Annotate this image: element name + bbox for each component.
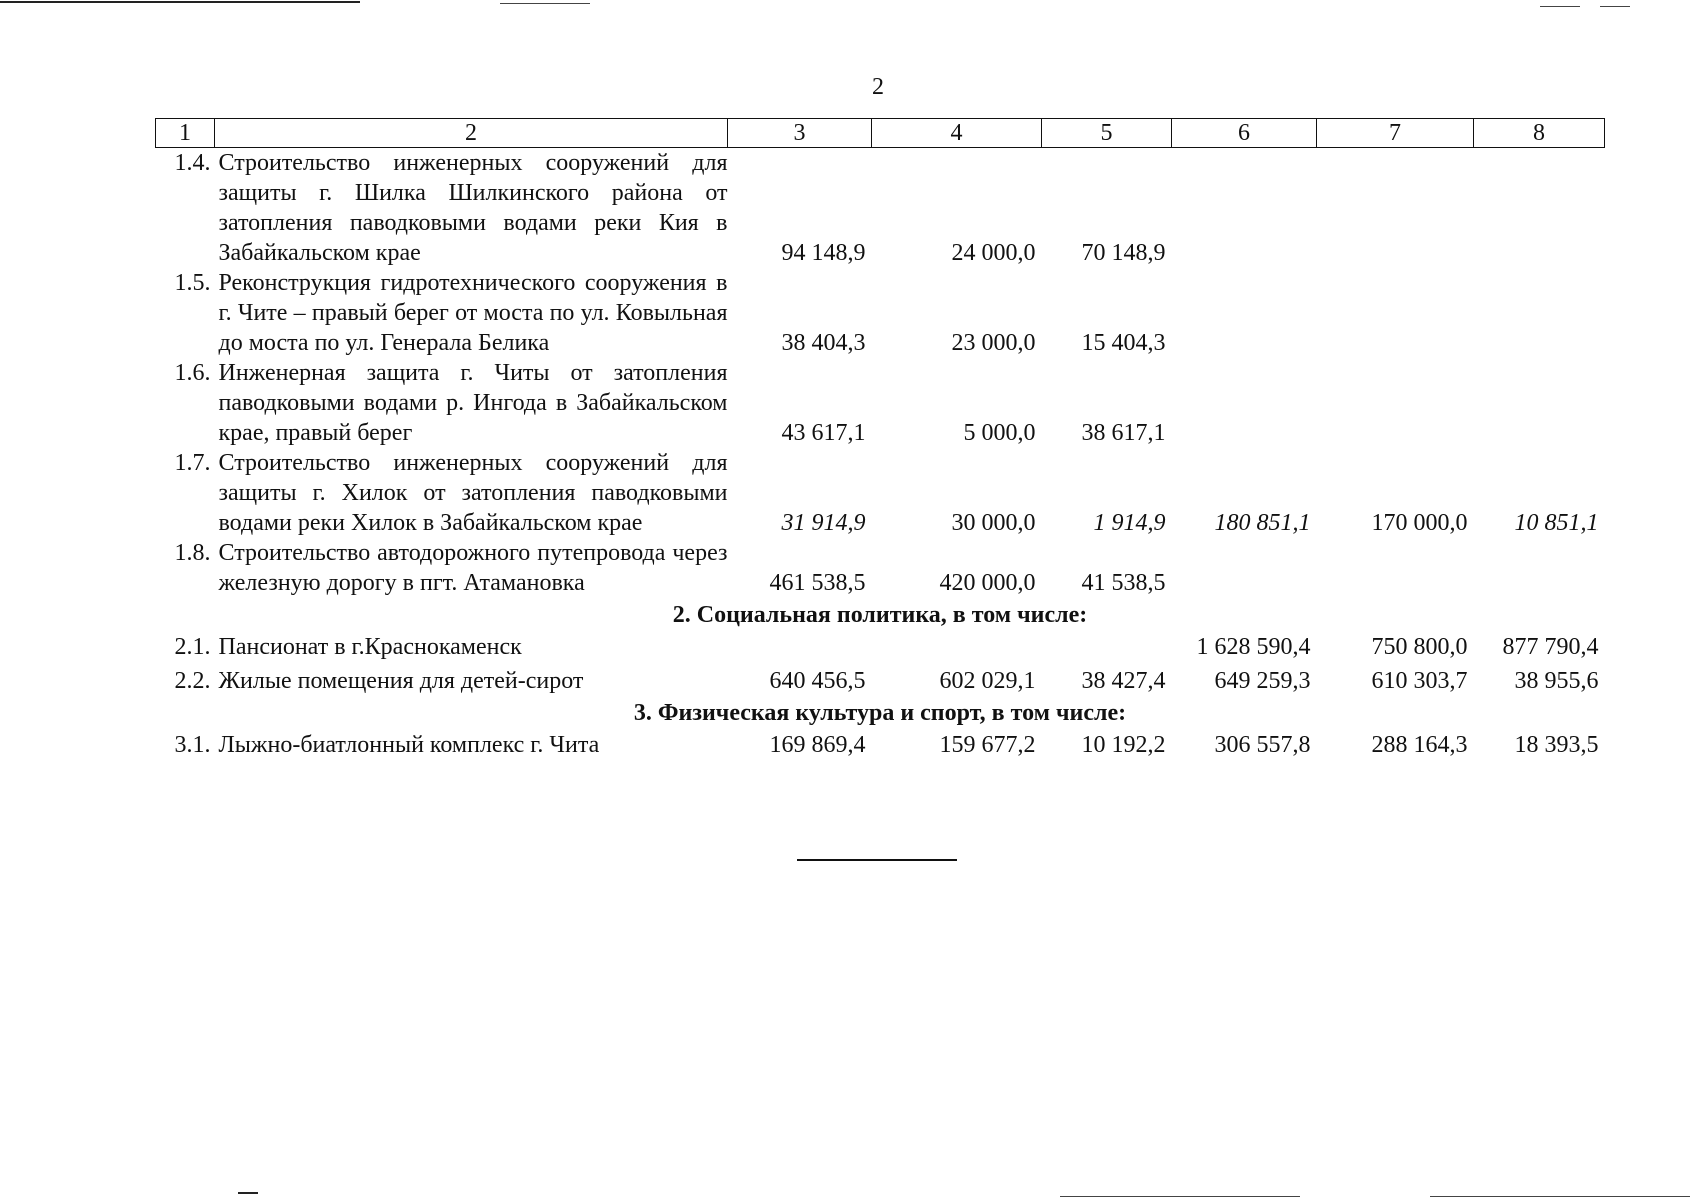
column-header: 5	[1042, 119, 1172, 148]
cell-value: 15 404,3	[1081, 330, 1166, 356]
cell-value: 610 303,7	[1371, 668, 1468, 694]
row-name: Строительство инженерных сооружений для защиты г. Шилка Шилкинского района от затопления паводковыми водами реки Кия в Забайкальском крае	[218, 150, 728, 266]
cell-value	[728, 632, 872, 662]
cell-value	[1317, 148, 1474, 269]
cell-value: 10 851,1	[1514, 510, 1599, 536]
row-number: 1.8.	[174, 540, 211, 566]
cell-value: 877 790,4	[1502, 634, 1599, 660]
table-row	[156, 358, 1605, 448]
cell-value	[1042, 632, 1172, 662]
row-number: 2.2.	[174, 668, 211, 694]
cell-value: 18 393,5	[1514, 732, 1599, 758]
cell-value: 30 000,0	[951, 510, 1036, 536]
table-row	[156, 448, 1605, 538]
row-name: Лыжно-биатлонный комплекс г. Чита	[218, 732, 600, 758]
cell-value: 1 914,9	[1093, 510, 1166, 536]
section-row	[156, 696, 1605, 730]
cell-value	[1474, 268, 1605, 358]
table-row	[156, 662, 1605, 696]
table-row	[156, 148, 1605, 269]
row-number: 2.1.	[174, 634, 211, 660]
scan-edge-mark	[1540, 6, 1580, 7]
cell-value: 38 955,6	[1514, 668, 1599, 694]
cell-value: 306 557,8	[1214, 732, 1311, 758]
column-header: 1	[156, 119, 215, 148]
end-of-table-rule	[797, 859, 957, 861]
scan-edge-mark	[500, 3, 590, 4]
cell-value	[1172, 268, 1317, 358]
table-row	[156, 268, 1605, 358]
row-number: 1.5.	[174, 270, 211, 296]
cell-value: 602 029,1	[939, 668, 1036, 694]
cell-value: 461 538,5	[769, 570, 866, 596]
column-header: 4	[872, 119, 1042, 148]
row-name: Строительство автодорожного путепровода через железную дорогу в пгт. Атамановка	[218, 540, 728, 596]
cell-value	[1317, 268, 1474, 358]
row-name: Реконструкция гидротехнического сооружения в г. Чите – правый берег от моста по ул. Ковыльная до моста по ул. Генерала Белика	[218, 270, 728, 356]
cell-value: 180 851,1	[1214, 510, 1311, 536]
cell-value: 170 000,0	[1371, 510, 1468, 536]
cell-value	[1474, 538, 1605, 598]
cell-value: 750 800,0	[1371, 634, 1468, 660]
section-title: 3. Физическая культура и спорт, в том числе:	[633, 700, 1127, 726]
column-header: 8	[1474, 119, 1605, 148]
row-name: Жилые помещения для детей-сирот	[218, 668, 584, 694]
cell-value: 31 914,9	[781, 510, 866, 536]
row-number: 1.7.	[174, 450, 211, 476]
cell-value	[872, 632, 1042, 662]
scan-edge-mark	[1600, 6, 1630, 7]
column-header: 3	[728, 119, 872, 148]
cell-value	[1172, 358, 1317, 448]
budget-table	[155, 118, 1605, 760]
cell-value: 640 456,5	[769, 668, 866, 694]
table-row	[156, 632, 1605, 662]
row-number: 1.4.	[174, 150, 211, 176]
cell-value	[1172, 538, 1317, 598]
cell-value	[1317, 538, 1474, 598]
cell-value: 159 677,2	[939, 732, 1036, 758]
cell-value: 1 628 590,4	[1196, 634, 1311, 660]
cell-value: 38 617,1	[1081, 420, 1166, 446]
column-header: 6	[1172, 119, 1317, 148]
cell-value: 169 869,4	[769, 732, 866, 758]
cell-value	[1317, 358, 1474, 448]
cell-value: 43 617,1	[781, 420, 866, 446]
cell-value: 41 538,5	[1081, 570, 1166, 596]
row-name: Инженерная защита г. Читы от затопления паводковыми водами р. Ингода в Забайкальском крае, правый берег	[218, 360, 728, 446]
cell-value: 38 404,3	[781, 330, 866, 356]
cell-value: 5 000,0	[963, 420, 1036, 446]
table-header	[156, 119, 1605, 148]
scan-edge-mark	[1060, 1196, 1300, 1197]
scan-edge-mark	[238, 1192, 258, 1194]
cell-value: 94 148,9	[781, 240, 866, 266]
cell-value: 24 000,0	[951, 240, 1036, 266]
cell-value: 649 259,3	[1214, 668, 1311, 694]
page-number: 2	[872, 74, 884, 100]
scan-edge-mark	[1430, 1196, 1690, 1197]
cell-value: 288 164,3	[1371, 732, 1468, 758]
cell-value: 23 000,0	[951, 330, 1036, 356]
cell-value: 10 192,2	[1081, 732, 1166, 758]
cell-value	[1474, 358, 1605, 448]
scan-edge-mark	[0, 1, 360, 3]
section-title: 2. Социальная политика, в том числе:	[672, 602, 1088, 628]
cell-value	[1474, 148, 1605, 269]
column-header: 7	[1317, 119, 1474, 148]
cell-value	[1172, 148, 1317, 269]
cell-value: 70 148,9	[1081, 240, 1166, 266]
section-row	[156, 598, 1605, 632]
row-number: 1.6.	[174, 360, 211, 386]
row-name: Строительство инженерных сооружений для защиты г. Хилок от затопления паводковыми водами реки Хилок в Забайкальском крае	[218, 450, 728, 536]
table-row	[156, 538, 1605, 598]
column-header: 2	[215, 119, 728, 148]
table-row	[156, 730, 1605, 760]
cell-value: 38 427,4	[1081, 668, 1166, 694]
row-name: Пансионат в г.Краснокаменск	[218, 634, 522, 660]
cell-value: 420 000,0	[939, 570, 1036, 596]
row-number: 3.1.	[174, 732, 211, 758]
